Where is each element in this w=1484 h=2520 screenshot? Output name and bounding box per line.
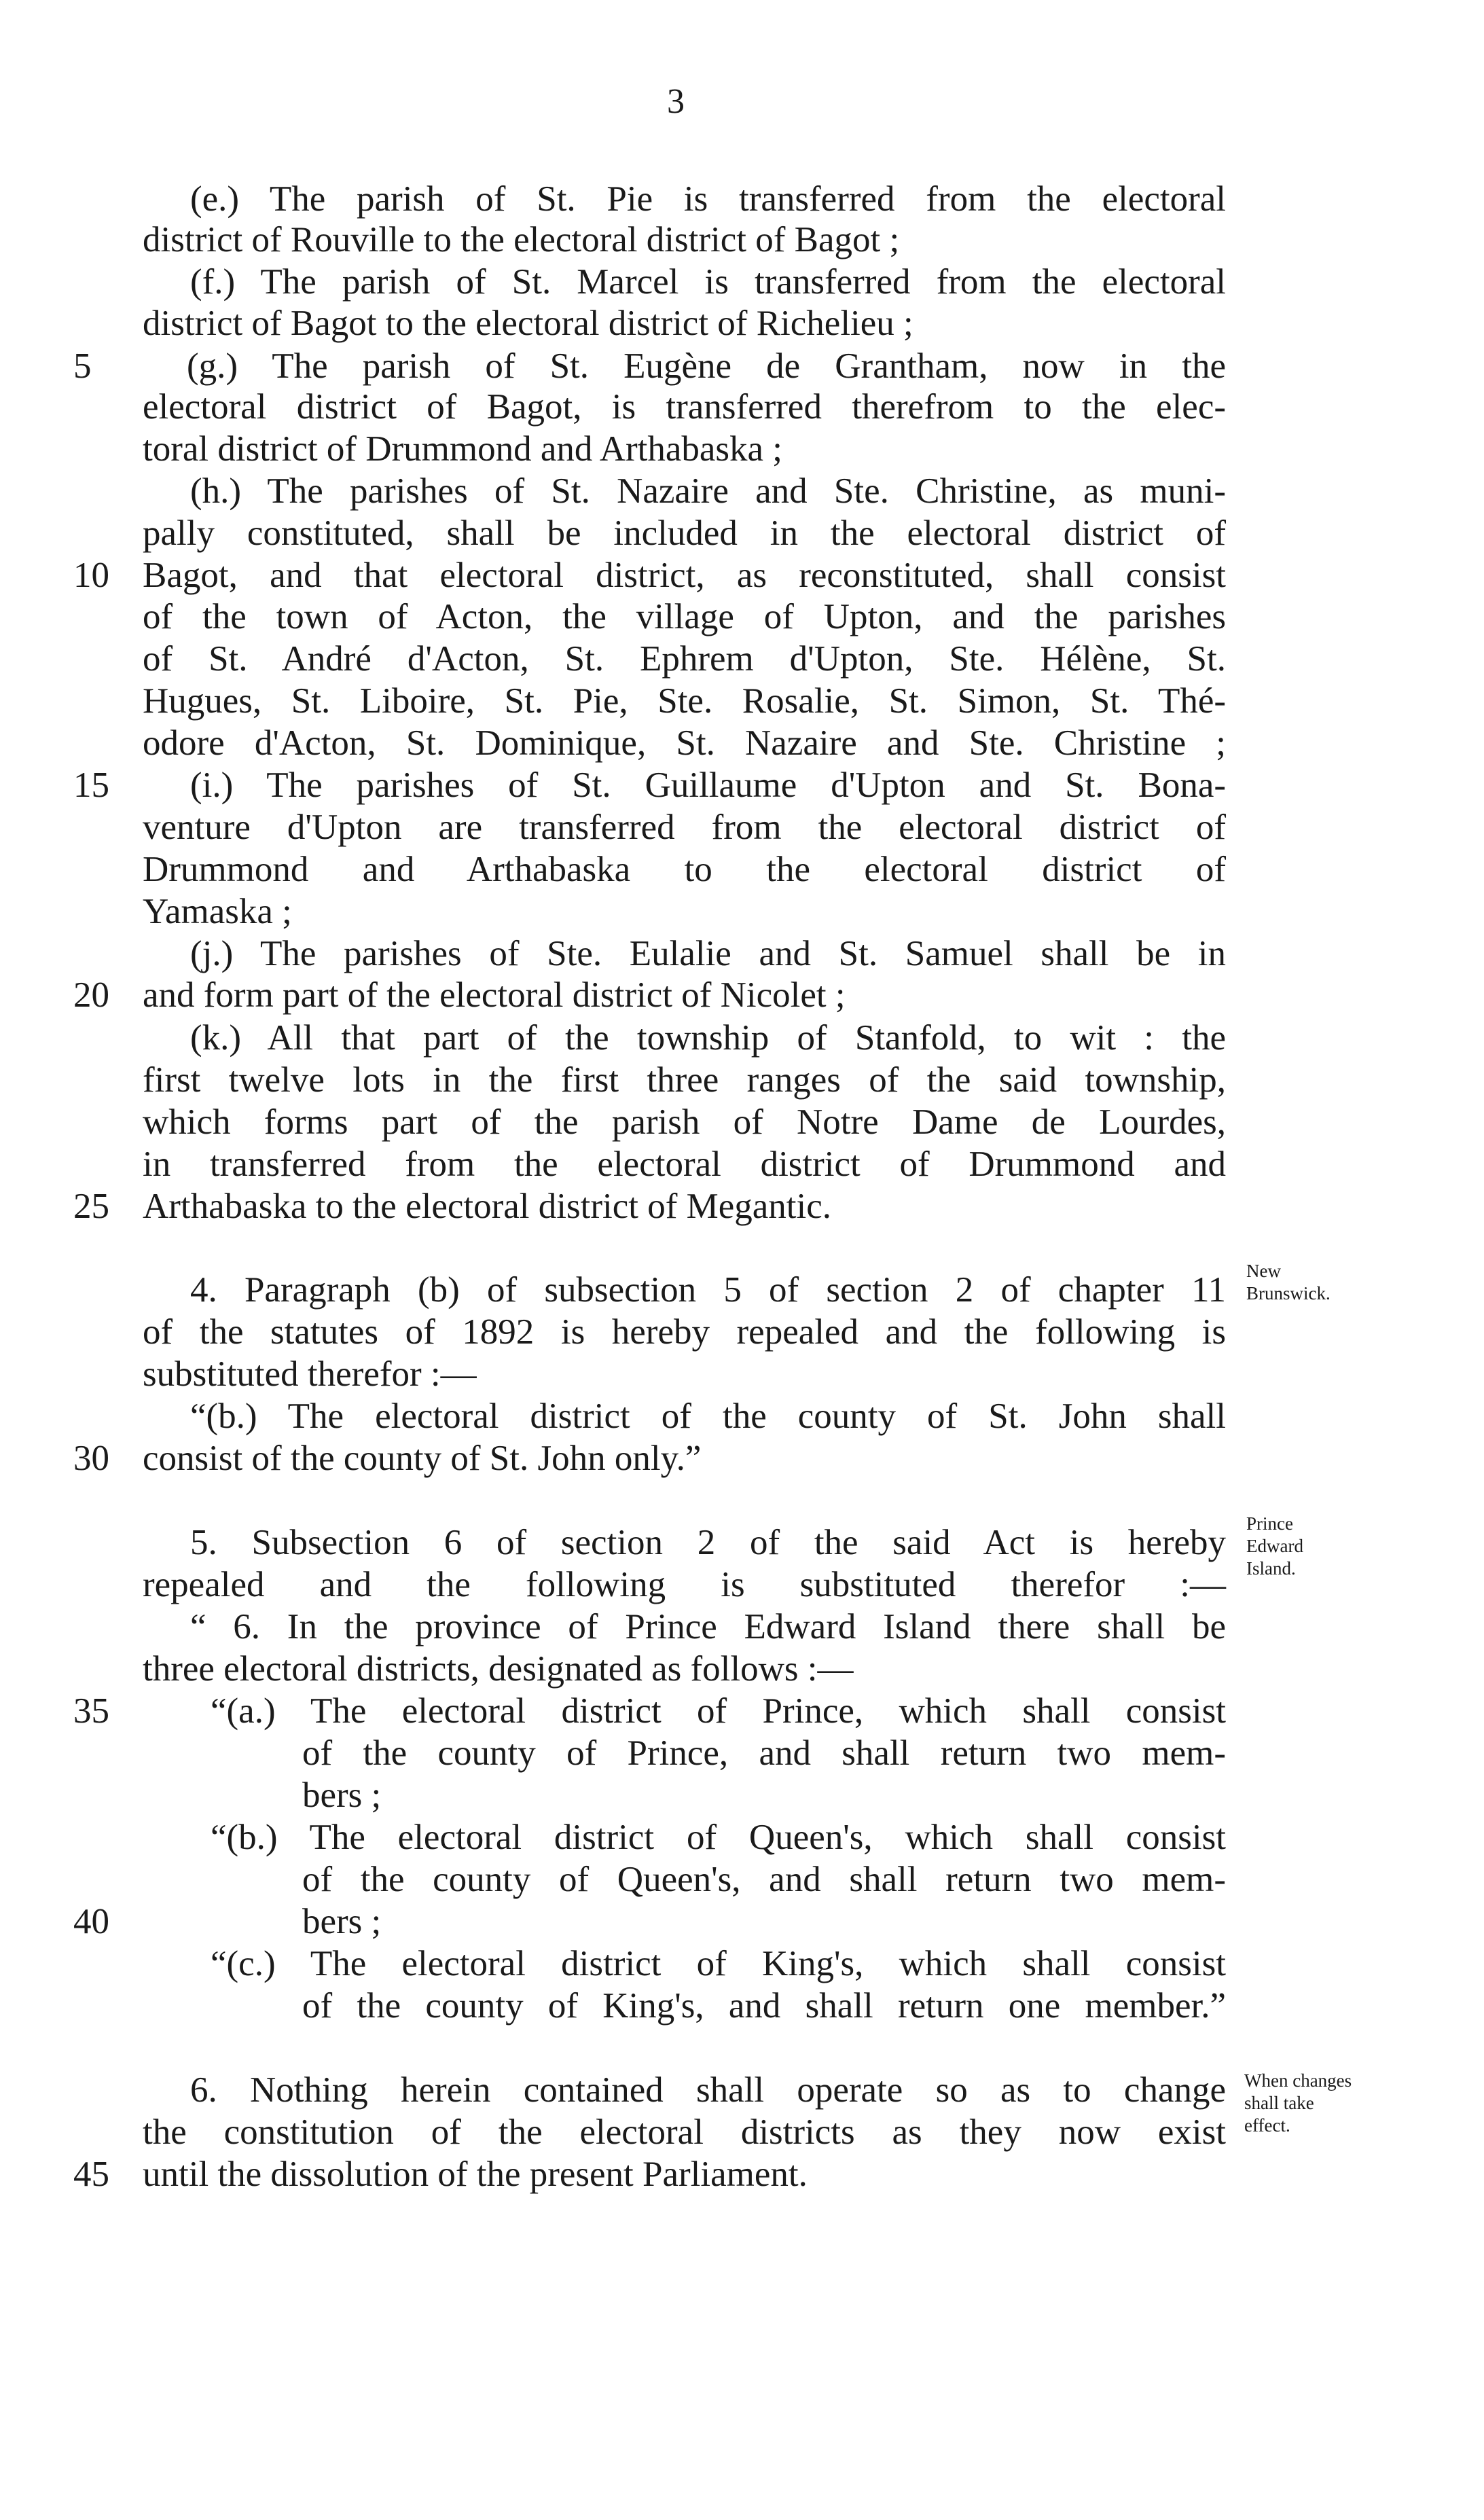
text-line: Bagot, and that electoral district, as reconstituted, shall consist	[143, 556, 1226, 595]
text-line: repealed and the following is substituted therefor :—	[143, 1565, 1226, 1604]
text-line: until the dissolution of the present Parliament.	[143, 2155, 808, 2194]
line-number: 15	[73, 766, 109, 805]
text-line: substituted therefor :—	[143, 1354, 477, 1394]
line-number: 30	[73, 1439, 109, 1478]
text-line: of the county of Prince, and shall return two mem-	[302, 1733, 1226, 1773]
text-line: of the statutes of 1892 is hereby repealed and the following is	[143, 1312, 1226, 1352]
line-number: 40	[73, 1902, 109, 1941]
text-line: district of Rouville to the electoral district of Bagot ;	[143, 220, 900, 259]
text-line: odore d'Acton, St. Dominique, St. Nazaire and Ste. Christine ;	[143, 723, 1226, 763]
page-number: 3	[667, 82, 685, 121]
text-line: of the county of Queen's, and shall return two mem-	[302, 1860, 1226, 1899]
line-number: 45	[73, 2155, 109, 2194]
text-line: (i.) The parishes of St. Guillaume d'Upton and St. Bona-	[190, 766, 1226, 805]
text-line: “(b.) The electoral district of Queen's, which shall consist	[211, 1818, 1226, 1857]
text-line: pally constituted, shall be included in the electoral district of	[143, 514, 1226, 553]
line-number: 5	[73, 346, 92, 386]
text-line: district of Bagot to the electoral district of Richelieu ;	[143, 304, 913, 343]
text-line: (j.) The parishes of Ste. Eulalie and St. Samuel shall be in	[190, 934, 1226, 973]
line-number: 20	[73, 975, 109, 1015]
text-line: of St. André d'Acton, St. Ephrem d'Upton, Ste. Hélène, St.	[143, 639, 1226, 679]
text-line: “(c.) The electoral district of King's, which shall consist	[211, 1944, 1226, 1983]
text-line: 4. Paragraph (b) of subsection 5 of section 2 of chapter 11	[190, 1270, 1226, 1310]
text-line: (k.) All that part of the township of Stanfold, to wit : the	[190, 1018, 1226, 1058]
text-line: which forms part of the parish of Notre Dame de Lourdes,	[143, 1102, 1226, 1142]
text-line: “(a.) The electoral district of Prince, which shall consist	[211, 1691, 1226, 1731]
text-line: of the county of King's, and shall return one member.”	[302, 1986, 1226, 2026]
text-line: toral district of Drummond and Arthabaska ;	[143, 429, 783, 469]
margin-note-line: When changes	[1244, 2070, 1352, 2091]
text-line: “ 6. In the province of Prince Edward Island there shall be	[190, 1607, 1226, 1646]
text-line: first twelve lots in the first three ranges of the said township,	[143, 1060, 1226, 1100]
line-number: 35	[73, 1691, 109, 1731]
text-line: 5. Subsection 6 of section 2 of the said Act is hereby	[190, 1523, 1226, 1562]
text-line: the constitution of the electoral districts as they now exist	[143, 2112, 1226, 2152]
text-line: (g.) The parish of St. Eugène de Grantham, now in the	[187, 346, 1226, 386]
margin-note-line: Prince	[1246, 1513, 1293, 1534]
margin-note-line: effect.	[1244, 2115, 1290, 2136]
margin-note-line: New	[1246, 1261, 1281, 1281]
text-line: of the town of Acton, the village of Upton, and the parishes	[143, 597, 1226, 636]
margin-note-line: Island.	[1246, 1558, 1296, 1579]
text-line: (e.) The parish of St. Pie is transferred from the electoral	[190, 179, 1226, 219]
text-line: Drummond and Arthabaska to the electoral district of	[143, 850, 1226, 889]
text-line: consist of the county of St. John only.”	[143, 1439, 702, 1478]
text-line: (f.) The parish of St. Marcel is transferred from the electoral	[190, 262, 1226, 302]
text-line: in transferred from the electoral district of Drummond and	[143, 1145, 1226, 1184]
text-line: electoral district of Bagot, is transferred therefrom to the elec-	[143, 387, 1226, 427]
text-line: 6. Nothing herein contained shall operate so as to change	[190, 2070, 1226, 2110]
text-line: venture d'Upton are transferred from the electoral district of	[143, 808, 1226, 847]
text-line: (h.) The parishes of St. Nazaire and Ste. Christine, as muni-	[190, 471, 1226, 511]
margin-note-line: shall take	[1244, 2093, 1314, 2113]
margin-note-line: Edward	[1246, 1536, 1303, 1556]
text-line: Arthabaska to the electoral district of Megantic.	[143, 1187, 831, 1226]
text-line: bers ;	[302, 1776, 382, 1815]
text-line: Hugues, St. Liboire, St. Pie, Ste. Rosalie, St. Simon, St. Thé-	[143, 681, 1226, 721]
text-line: Yamaska ;	[143, 892, 292, 931]
text-line: and form part of the electoral district of Nicolet ;	[143, 975, 846, 1015]
text-line: three electoral districts, designated as follows :—	[143, 1649, 854, 1689]
line-number: 25	[73, 1187, 109, 1226]
margin-note-line: Brunswick.	[1246, 1283, 1331, 1303]
text-line: bers ;	[302, 1902, 382, 1941]
line-number: 10	[73, 556, 109, 595]
text-line: “(b.) The electoral district of the county of St. John shall	[190, 1397, 1226, 1436]
